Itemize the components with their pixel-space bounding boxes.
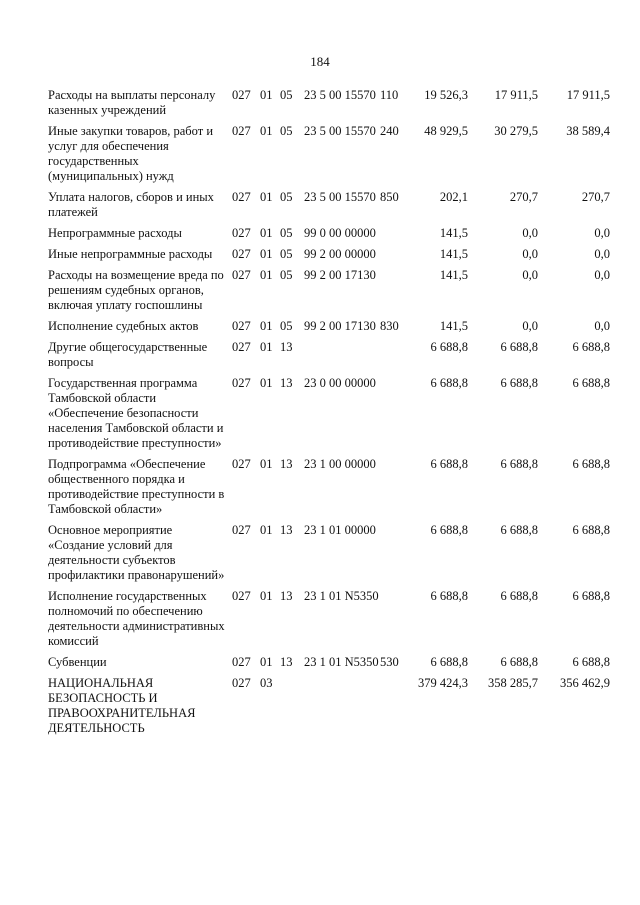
expense-name: Иные закупки товаров, работ и услуг для обеспечения государственных (муниципальных) нужд (48, 124, 214, 183)
amount-year-2: 0,0 (522, 247, 538, 261)
expense-name: Субвенции (48, 655, 107, 669)
amount-year-3: 6 688,8 (572, 523, 610, 537)
table-row (48, 655, 610, 676)
expense-type-code (380, 457, 406, 523)
grbs-code: 027 (232, 268, 251, 282)
subsection-code: 13 (280, 589, 293, 603)
subsection-code (280, 676, 304, 742)
amount-year-3: 0,0 (594, 268, 610, 282)
target-article-code: 23 5 00 15570 (304, 190, 376, 204)
table-row (48, 457, 610, 523)
grbs-code: 027 (232, 589, 251, 603)
amount-year-2: 6 688,8 (500, 457, 538, 471)
target-article-code: 23 1 00 00000 (304, 457, 376, 471)
amount-year-3: 6 688,8 (572, 457, 610, 471)
grbs-code: 027 (232, 376, 251, 390)
amount-year-1: 202,1 (439, 190, 468, 204)
amount-year-1: 141,5 (439, 268, 468, 282)
amount-year-3: 0,0 (594, 226, 610, 240)
expense-name: Подпрограмма «Обеспечение общественного порядка и противодействие преступности в Тамбовской области» (48, 457, 225, 516)
table-row (48, 268, 610, 319)
section-code: 01 (260, 457, 273, 471)
amount-year-1: 48 929,5 (424, 124, 468, 138)
grbs-code: 027 (232, 226, 251, 240)
target-article-code: 99 2 00 00000 (304, 247, 376, 261)
section-code: 01 (260, 190, 273, 204)
table-row (48, 247, 610, 268)
amount-year-1: 19 526,3 (424, 88, 468, 102)
grbs-code: 027 (232, 124, 251, 138)
subsection-code: 05 (280, 88, 293, 102)
section-code: 01 (260, 247, 273, 261)
amount-year-2: 6 688,8 (500, 376, 538, 390)
table-row (48, 676, 610, 742)
grbs-code: 027 (232, 88, 251, 102)
amount-year-3: 270,7 (581, 190, 610, 204)
target-article-code: 99 2 00 17130 (304, 268, 376, 282)
expense-name: Иные непрограммные расходы (48, 247, 213, 261)
amount-year-2: 0,0 (522, 268, 538, 282)
amount-year-1: 6 688,8 (430, 340, 468, 354)
table-row (48, 88, 610, 124)
section-code: 01 (260, 589, 273, 603)
amount-year-3: 6 688,8 (572, 655, 610, 669)
grbs-code: 027 (232, 319, 251, 333)
budget-table (48, 88, 610, 742)
expense-name: Непрограммные расходы (48, 226, 182, 240)
amount-year-3: 38 589,4 (566, 124, 610, 138)
amount-year-1: 6 688,8 (430, 589, 468, 603)
amount-year-3: 0,0 (594, 319, 610, 333)
amount-year-3: 17 911,5 (566, 88, 610, 102)
amount-year-3: 356 462,9 (560, 676, 610, 690)
table-row (48, 589, 610, 655)
amount-year-2: 358 285,7 (488, 676, 538, 690)
expense-type-code (380, 676, 406, 742)
budget-table-body (48, 88, 610, 742)
target-article-code: 23 5 00 15570 (304, 124, 376, 138)
subsection-code: 13 (280, 376, 293, 390)
amount-year-1: 141,5 (439, 247, 468, 261)
amount-year-2: 30 279,5 (494, 124, 538, 138)
expense-type-code (380, 226, 406, 247)
subsection-code: 13 (280, 655, 293, 669)
expense-type-code (380, 376, 406, 457)
amount-year-2: 6 688,8 (500, 340, 538, 354)
section-code: 01 (260, 268, 273, 282)
expense-name: НАЦИОНАЛЬНАЯ БЕЗОПАСНОСТЬ И ПРАВООХРАНИТЕЛЬНАЯ ДЕЯТЕЛЬНОСТЬ (48, 676, 196, 735)
expense-type-code (380, 268, 406, 319)
subsection-code: 13 (280, 523, 293, 537)
amount-year-1: 379 424,3 (418, 676, 468, 690)
amount-year-1: 6 688,8 (430, 655, 468, 669)
subsection-code: 05 (280, 226, 293, 240)
expense-type-code (380, 340, 406, 376)
expense-type-code (380, 247, 406, 268)
expense-name: Исполнение судебных актов (48, 319, 199, 333)
target-article-code (304, 676, 380, 742)
expense-type-code: 850 (380, 190, 399, 204)
table-row (48, 376, 610, 457)
amount-year-2: 17 911,5 (494, 88, 538, 102)
amount-year-1: 6 688,8 (430, 523, 468, 537)
expense-name: Уплата налогов, сборов и иных платежей (48, 190, 214, 219)
amount-year-2: 0,0 (522, 319, 538, 333)
amount-year-2: 6 688,8 (500, 589, 538, 603)
section-code: 01 (260, 124, 273, 138)
grbs-code: 027 (232, 190, 251, 204)
section-code: 01 (260, 655, 273, 669)
expense-name: Другие общегосударственные вопросы (48, 340, 208, 369)
subsection-code: 05 (280, 268, 293, 282)
target-article-code: 99 0 00 00000 (304, 226, 376, 240)
amount-year-3: 6 688,8 (572, 340, 610, 354)
subsection-code: 13 (280, 340, 293, 354)
table-row (48, 523, 610, 589)
table-row (48, 190, 610, 226)
subsection-code: 05 (280, 247, 293, 261)
expense-name: Государственная программа Тамбовской области «Обеспечение безопасности населения Тамбовской области и противодействие преступности» (48, 376, 224, 450)
expense-name: Исполнение государственных полномочий по обеспечению деятельности административных комиссий (48, 589, 225, 648)
amount-year-2: 270,7 (509, 190, 538, 204)
amount-year-2: 6 688,8 (500, 523, 538, 537)
amount-year-1: 6 688,8 (430, 376, 468, 390)
grbs-code: 027 (232, 457, 251, 471)
section-code: 01 (260, 88, 273, 102)
target-article-code: 23 5 00 15570 (304, 88, 376, 102)
section-code: 01 (260, 376, 273, 390)
expense-type-code (380, 589, 406, 655)
section-code: 01 (260, 523, 273, 537)
amount-year-1: 141,5 (439, 319, 468, 333)
target-article-code: 99 2 00 17130 (304, 319, 376, 333)
amount-year-2: 0,0 (522, 226, 538, 240)
expense-type-code (380, 523, 406, 589)
target-article-code: 23 1 01 00000 (304, 523, 376, 537)
target-article-code: 23 1 01 N5350 (304, 655, 379, 669)
amount-year-2: 6 688,8 (500, 655, 538, 669)
section-code: 01 (260, 226, 273, 240)
page-number: 184 (310, 54, 330, 69)
subsection-code: 05 (280, 124, 293, 138)
expense-type-code: 530 (380, 655, 399, 669)
expense-type-code: 110 (380, 88, 399, 102)
grbs-code: 027 (232, 523, 251, 537)
grbs-code: 027 (232, 655, 251, 669)
grbs-code: 027 (232, 676, 251, 690)
amount-year-3: 6 688,8 (572, 376, 610, 390)
amount-year-1: 6 688,8 (430, 457, 468, 471)
subsection-code: 05 (280, 190, 293, 204)
section-code: 03 (260, 676, 273, 690)
expense-type-code: 830 (380, 319, 399, 333)
subsection-code: 05 (280, 319, 293, 333)
expense-type-code: 240 (380, 124, 399, 138)
grbs-code: 027 (232, 340, 251, 354)
target-article-code: 23 0 00 00000 (304, 376, 376, 390)
expense-name: Расходы на возмещение вреда по решениям судебных органов, включая уплату госпошлины (48, 268, 224, 312)
table-row (48, 319, 610, 340)
table-row (48, 340, 610, 376)
amount-year-1: 141,5 (439, 226, 468, 240)
section-code: 01 (260, 319, 273, 333)
expense-name: Расходы на выплаты персоналу казенных учреждений (48, 88, 216, 117)
table-row (48, 124, 610, 190)
amount-year-3: 6 688,8 (572, 589, 610, 603)
section-code: 01 (260, 340, 273, 354)
amount-year-3: 0,0 (594, 247, 610, 261)
subsection-code: 13 (280, 457, 293, 471)
target-article-code: 23 1 01 N5350 (304, 589, 379, 603)
expense-name: Основное мероприятие «Создание условий для деятельности субъектов профилактики правонарушений» (48, 523, 225, 582)
target-article-code (304, 340, 380, 376)
grbs-code: 027 (232, 247, 251, 261)
table-row (48, 226, 610, 247)
